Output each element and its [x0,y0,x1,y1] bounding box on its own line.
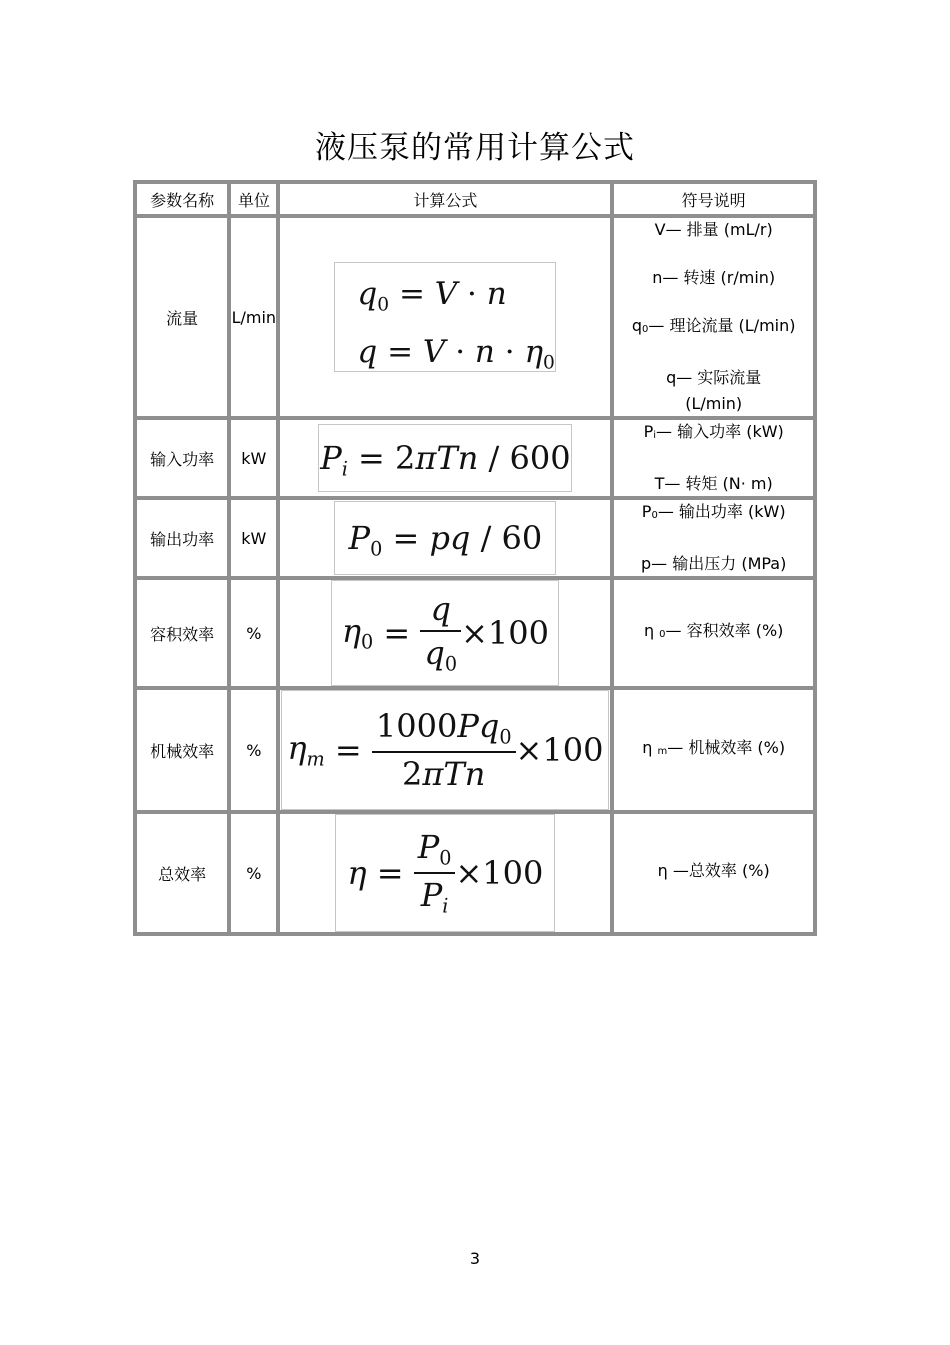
header-unit: 单位 [229,182,278,216]
table-row [135,578,815,688]
formula-table [133,180,817,936]
symbol-line: Pi— 输入功率 (kW) [643,422,784,441]
formula-cell [278,688,612,812]
formula-line: $q_0 = V \cdot n$ [357,276,507,316]
param-name: 容积效率 [135,578,229,688]
symbol-cell [612,216,815,418]
param-unit: % [229,688,278,812]
symbol-line: η m— 机械效率 (%) [642,738,786,757]
param-unit: % [229,578,278,688]
param-unit: kW [229,418,278,498]
formula-cell [278,578,612,688]
header-param: 参数名称 [135,182,229,216]
page-title: 液压泵的常用计算公式 [315,130,635,166]
symbol-line: q0— 理论流量 (L/min) [631,316,796,335]
param-name: 机械效率 [135,688,229,812]
table-row [135,418,815,498]
symbol-line: T— 转矩 (N· m) [654,474,773,493]
header-formula: 计算公式 [278,182,612,216]
symbol-cell [612,418,815,498]
symbol-cell [612,812,815,934]
table-row [135,688,815,812]
table-header-row [135,182,815,216]
formula-image: η = $\frac{P_0}{P_i}$ ×100 [335,814,555,932]
param-unit: L/min [229,216,278,418]
formula-line: $q = V \cdot n \cdot \eta_0$ [357,333,555,373]
symbol-line: η —总效率 (%) [657,861,770,880]
formula-image: $\eta_0$ = $\frac{q}{q_0}$ ×100 [331,580,559,686]
table-row [135,216,815,418]
table-row [135,498,815,578]
symbol-line: p— 输出压力 (MPa) [641,554,787,573]
formula-cell [278,498,612,578]
formula-image: $\eta_m$ = $\frac{1000Pq_0}{\text{2πTn}}$ ×100 [281,690,609,810]
symbol-cell [612,578,815,688]
symbol-line: V— 排量 (mL/r) [654,220,773,239]
param-name: 输入功率 [135,418,229,498]
symbol-line: (L/min) [685,394,743,413]
page-number: 3 [469,1249,481,1268]
symbol-line: q— 实际流量 [666,368,762,387]
symbol-cell [612,688,815,812]
table-row [135,812,815,934]
formula-cell [278,812,612,934]
symbol-line: P0— 输出功率 (kW) [641,502,786,521]
formula-image: $P_0$ = pq / 60 [334,501,556,575]
param-name: 流量 [135,216,229,418]
symbol-line: η 0— 容积效率 (%) [643,621,784,640]
formula-cell [278,418,612,498]
formula-image: $P_i = 2\pi Tn / 600$ [318,424,572,492]
symbol-line: n— 转速 (r/min) [652,268,776,287]
param-name: 总效率 [135,812,229,934]
formula-cell [278,216,612,418]
param-unit: % [229,812,278,934]
symbol-cell [612,498,815,578]
param-unit: kW [229,498,278,578]
header-symbols: 符号说明 [612,182,815,216]
param-name: 输出功率 [135,498,229,578]
formula-image [334,262,556,372]
